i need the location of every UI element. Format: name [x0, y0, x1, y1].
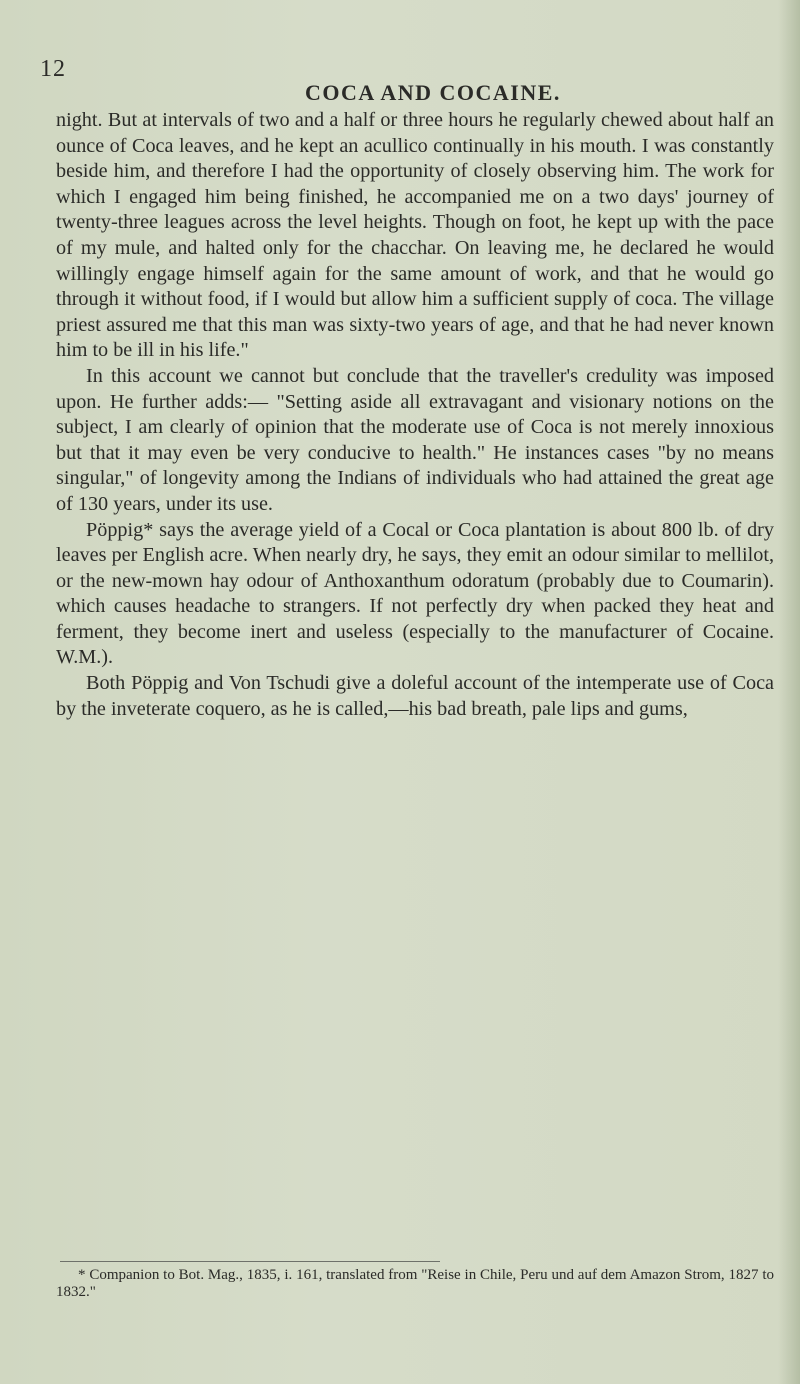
paragraph-1: night. But at intervals of two and a half or three hours he regularly chewed about half an ounce of Coca leaves, and he kept an acullico continually in his mouth. I was constantly beside him, and therefore I had the opportunity of closely observing him. The work for which I engaged him being finished, he accompanied me on a two days' journey of twenty-three leagues across the level heights. Though on foot, he kept up with the pace of my mule, and halted only for the chacchar. On leaving me, he declared he would willingly engage himself again for the same amount of work, and that he would go through it without food, if I would but allow him a sufficient supply of coca. The village priest assured me that this man was sixty-two years of age, and that he had never known him to be ill in his life."	[56, 109, 774, 362]
paragraph-3: Pöppig* says the average yield of a Cocal or Coca plantation is about 800 lb. of dry leaves per English acre. When nearly dry, he says, they emit an odour similar to mellilot, or the new-mown hay odour of Anthoxanthum odoratum (probably due to Coumarin). which causes headache to strangers. If not perfectly dry when packed they heat and ferment, they become inert and useless (especially to the manufacturer of Cocaine. W.M.).	[56, 518, 774, 669]
body-text	[56, 108, 774, 722]
running-title: COCA AND COCAINE.	[305, 80, 561, 105]
page-number: 12	[40, 56, 66, 82]
footnote: * Companion to Bot. Mag., 1835, i. 161, translated from "Reise in Chile, Peru und auf dem Amazon Strom, 1827 to 1832."	[56, 1267, 774, 1300]
paragraph-4: Both Pöppig and Von Tschudi give a doleful account of the intemperate use of Coca by the inveterate coquero, as he is called,—his bad breath, pale lips and gums,	[56, 672, 774, 720]
page-edge-shadow	[778, 0, 800, 1384]
footnote-divider	[60, 1261, 440, 1262]
paragraph-2: In this account we cannot but conclude that the traveller's credulity was imposed upon. He further adds:— "Setting aside all extravagant and visionary notions on the subject, I am clearly of opinion that the moderate use of Coca is not merely innoxious but that it may even be very conducive to health." He instances cases "by no means singular," of longevity among the Indians of individuals who had attained the great age of 130 years, under its use.	[56, 364, 774, 515]
